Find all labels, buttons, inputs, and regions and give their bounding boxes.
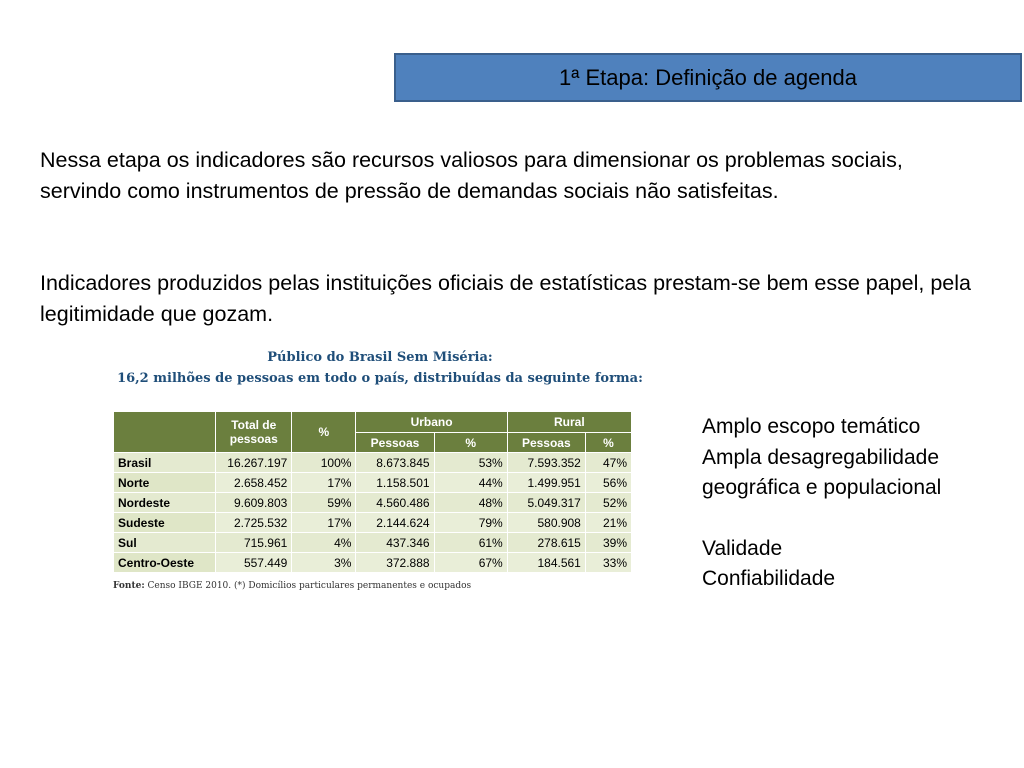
row-pct: 100% <box>292 453 356 473</box>
row-urb-pessoas: 1.158.501 <box>356 473 434 493</box>
row-urb-pct: 48% <box>434 493 507 513</box>
attribute-disaggregation: Ampla desagregabilidade geográfica e populacional <box>702 445 942 499</box>
row-urb-pessoas: 4.560.486 <box>356 493 434 513</box>
row-region: Brasil <box>114 453 216 473</box>
table-row <box>114 453 632 473</box>
header-urbano: Urbano <box>356 412 507 433</box>
row-rur-pessoas: 7.593.352 <box>507 453 585 473</box>
row-rur-pct: 56% <box>585 473 631 493</box>
slide-title: 1ª Etapa: Definição de agenda <box>394 53 1022 102</box>
row-total: 9.609.803 <box>216 493 292 513</box>
paragraph-official-indicators: Indicadores produzidos pelas instituições oficiais de estatísticas prestam-se bem esse papel, pela legitimidade que gozam. <box>40 271 971 326</box>
header-rural-pct: % <box>585 433 631 453</box>
source-text: Censo IBGE 2010. (*) Domicílios particulares permanentes e ocupados <box>144 581 472 591</box>
table-row <box>114 473 632 493</box>
row-urb-pct: 79% <box>434 513 507 533</box>
row-pct: 59% <box>292 493 356 513</box>
header-region <box>114 412 216 453</box>
header-urbano-pessoas: Pessoas <box>356 433 434 453</box>
row-total: 2.725.532 <box>216 513 292 533</box>
table-row <box>114 533 632 553</box>
row-total: 557.449 <box>216 553 292 573</box>
poverty-distribution-table <box>113 411 632 573</box>
source-label: Fonte: <box>113 581 145 591</box>
paragraph-intro: Nessa etapa os indicadores são recursos valiosos para dimensionar os problemas sociais, servindo como instrumentos de pressão de demandas sociais não satisfeitas. <box>40 148 903 203</box>
row-urb-pessoas: 2.144.624 <box>356 513 434 533</box>
table-title: Público do Brasil Sem Miséria: <box>267 350 493 365</box>
row-rur-pessoas: 184.561 <box>507 553 585 573</box>
spacer <box>702 504 1002 534</box>
header-rural: Rural <box>507 412 631 433</box>
row-urb-pessoas: 372.888 <box>356 553 434 573</box>
attribute-scope: Amplo escopo temático <box>702 415 921 438</box>
header-pct: % <box>292 412 356 453</box>
row-rur-pct: 52% <box>585 493 631 513</box>
row-rur-pct: 39% <box>585 533 631 553</box>
row-rur-pct: 33% <box>585 553 631 573</box>
row-region: Norte <box>114 473 216 493</box>
row-rur-pct: 47% <box>585 453 631 473</box>
table-row <box>114 553 632 573</box>
row-urb-pessoas: 8.673.845 <box>356 453 434 473</box>
row-urb-pct: 61% <box>434 533 507 553</box>
row-urb-pct: 67% <box>434 553 507 573</box>
row-pct: 17% <box>292 473 356 493</box>
row-pct: 4% <box>292 533 356 553</box>
row-region: Sudeste <box>114 513 216 533</box>
row-total: 16.267.197 <box>216 453 292 473</box>
row-urb-pessoas: 437.346 <box>356 533 434 553</box>
table-row <box>114 513 632 533</box>
table-source-note <box>113 581 471 591</box>
attribute-validity: Validade <box>702 536 783 560</box>
row-rur-pessoas: 5.049.317 <box>507 493 585 513</box>
row-region: Nordeste <box>114 493 216 513</box>
table-subtitle: 16,2 milhões de pessoas em todo o país, distribuídas da seguinte forma: <box>117 371 643 386</box>
row-total: 2.658.452 <box>216 473 292 493</box>
header-rural-pessoas: Pessoas <box>507 433 585 453</box>
row-pct: 3% <box>292 553 356 573</box>
table-row <box>114 493 632 513</box>
row-region: Sul <box>114 533 216 553</box>
row-rur-pessoas: 1.499.951 <box>507 473 585 493</box>
header-total: Total de pessoas <box>216 412 292 453</box>
row-rur-pessoas: 580.908 <box>507 513 585 533</box>
row-total: 715.961 <box>216 533 292 553</box>
row-rur-pessoas: 278.615 <box>507 533 585 553</box>
attribute-reliability: Confiabilidade <box>702 567 836 590</box>
row-pct: 17% <box>292 513 356 533</box>
row-urb-pct: 44% <box>434 473 507 493</box>
indicator-attributes <box>702 412 1002 595</box>
header-urbano-pct: % <box>434 433 507 453</box>
row-region: Centro-Oeste <box>114 553 216 573</box>
row-urb-pct: 53% <box>434 453 507 473</box>
row-rur-pct: 21% <box>585 513 631 533</box>
